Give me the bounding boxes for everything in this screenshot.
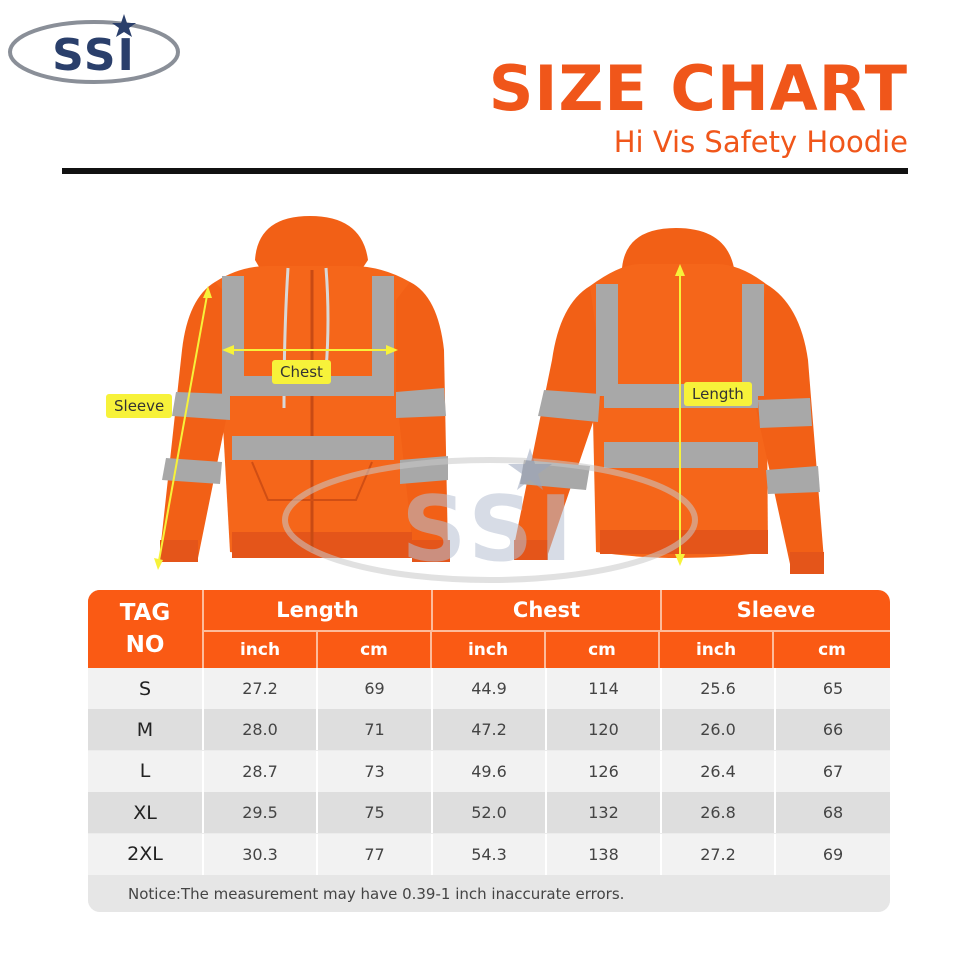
measurement-cell: 27.2 bbox=[202, 668, 316, 709]
measurement-cell: 66 bbox=[774, 709, 890, 750]
sleeve-label: Sleeve bbox=[106, 394, 172, 418]
measurement-cell: 27.2 bbox=[660, 834, 774, 875]
measurement-cell: 126 bbox=[545, 751, 660, 792]
unit-header: cm bbox=[316, 632, 430, 668]
tag-label-line2: NO bbox=[125, 632, 165, 658]
unit-header: inch bbox=[658, 632, 772, 668]
measurement-cell: 54.3 bbox=[431, 834, 545, 875]
measurement-cell: 26.4 bbox=[660, 751, 774, 792]
measurement-cell: 28.7 bbox=[202, 751, 316, 792]
page-subtitle: Hi Vis Safety Hoodie bbox=[613, 125, 908, 159]
measurement-cell: 26.0 bbox=[660, 709, 774, 750]
measurement-cell: 132 bbox=[545, 792, 660, 833]
header-chest: Chest bbox=[431, 590, 660, 630]
table-header-units bbox=[88, 630, 890, 668]
chest-label: Chest bbox=[272, 360, 331, 384]
measurement-cell: 26.8 bbox=[660, 792, 774, 833]
table-row bbox=[88, 668, 890, 709]
tag-no-header bbox=[88, 590, 204, 668]
ssi-logo bbox=[6, 8, 182, 88]
measurement-cell: 44.9 bbox=[431, 668, 545, 709]
measurement-cell: 68 bbox=[774, 792, 890, 833]
measurement-cell: 77 bbox=[316, 834, 431, 875]
page-title: SIZE CHART bbox=[488, 52, 908, 125]
unit-header: inch bbox=[430, 632, 544, 668]
measurement-cell: 69 bbox=[316, 668, 431, 709]
measurement-cell: 28.0 bbox=[202, 709, 316, 750]
size-chart-table bbox=[88, 590, 890, 912]
logo-text: SSI bbox=[52, 30, 136, 81]
measurement-cell: 30.3 bbox=[202, 834, 316, 875]
length-label: Length bbox=[684, 382, 752, 406]
measurement-cell: 138 bbox=[545, 834, 660, 875]
size-tag-cell: L bbox=[139, 760, 151, 783]
measurement-cell: 67 bbox=[774, 751, 890, 792]
measurement-cell: 114 bbox=[545, 668, 660, 709]
table-row bbox=[88, 709, 890, 750]
table-row bbox=[88, 834, 890, 875]
measurement-cell: 52.0 bbox=[431, 792, 545, 833]
measurement-cell: 25.6 bbox=[660, 668, 774, 709]
table-header-groups bbox=[88, 590, 890, 630]
unit-header: inch bbox=[202, 632, 316, 668]
measurement-cell: 65 bbox=[774, 668, 890, 709]
size-tag-cell: S bbox=[138, 677, 152, 700]
svg-text:SSI: SSI bbox=[401, 477, 579, 582]
measurement-cell: 47.2 bbox=[431, 709, 545, 750]
notice-text: Notice:The measurement may have 0.39-1 inch inaccurate errors. bbox=[88, 875, 890, 912]
header-divider bbox=[62, 168, 908, 174]
size-tag-cell: XL bbox=[133, 801, 157, 824]
measurement-cell: 73 bbox=[316, 751, 431, 792]
measurement-cell: 75 bbox=[316, 792, 431, 833]
header-sleeve: Sleeve bbox=[660, 590, 890, 630]
header-length: Length bbox=[202, 590, 431, 630]
ssi-watermark bbox=[280, 440, 700, 590]
unit-header: cm bbox=[544, 632, 658, 668]
measurement-cell: 120 bbox=[545, 709, 660, 750]
table-row bbox=[88, 792, 890, 833]
measurement-cell: 69 bbox=[774, 834, 890, 875]
table-row bbox=[88, 751, 890, 792]
tag-label-line1: TAG bbox=[119, 600, 171, 626]
size-tag-cell: 2XL bbox=[127, 843, 163, 866]
measurement-cell: 71 bbox=[316, 709, 431, 750]
measurement-cell: 49.6 bbox=[431, 751, 545, 792]
size-tag-cell: M bbox=[136, 718, 154, 741]
unit-header: cm bbox=[772, 632, 890, 668]
measurement-cell: 29.5 bbox=[202, 792, 316, 833]
